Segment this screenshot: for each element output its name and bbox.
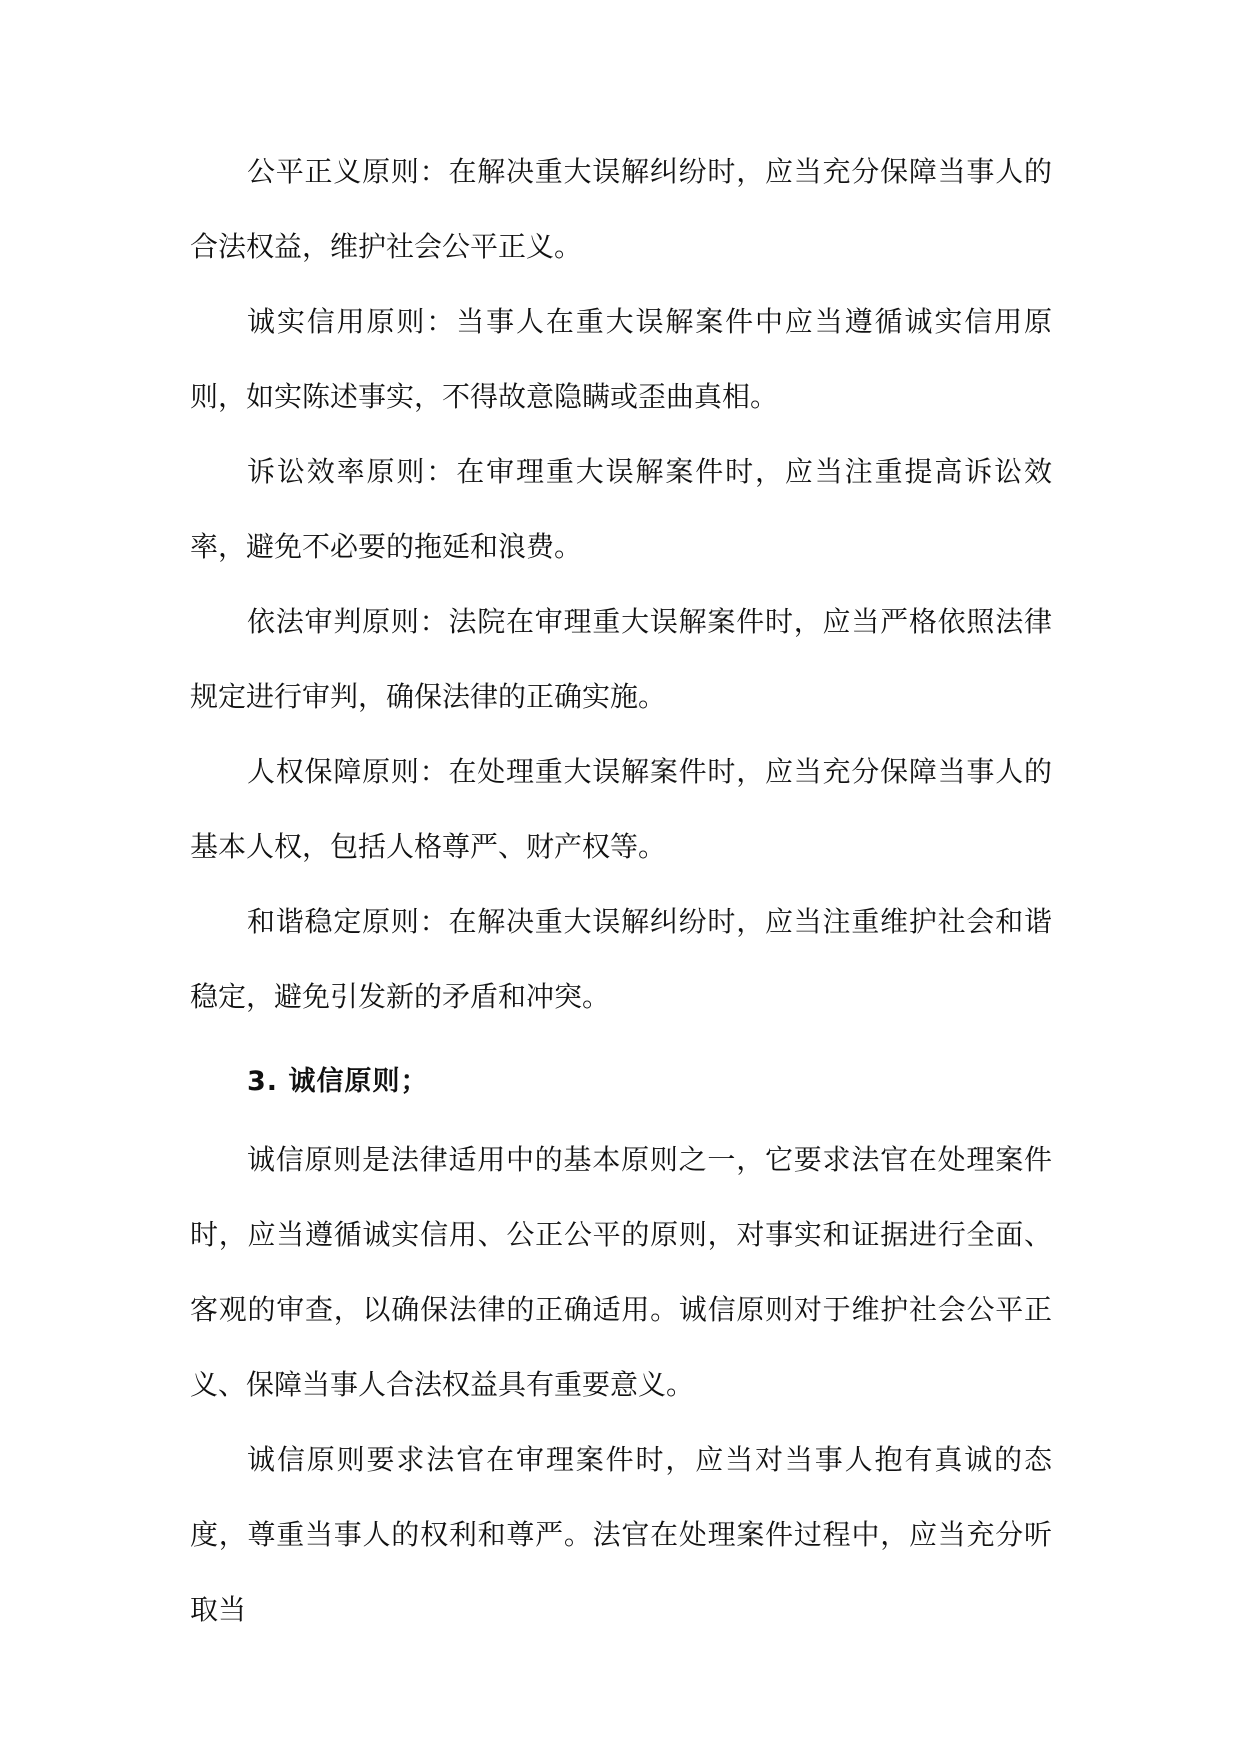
paragraph-good-faith-intro: 诚信原则是法律适用中的基本原则之一，它要求法官在处理案件时，应当遵循诚实信用、公正公平的原则，对事实和证据进行全面、客观的审查，以确保法律的正确适用。诚信原则对于维护社会公平正义、保障当事人合法权益具有重要意义。 <box>190 1143 1052 1401</box>
paragraph-lawful-trial: 依法审判原则：法院在审理重大误解案件时，应当严格依照法律规定进行审判，确保法律的正确实施。 <box>190 605 1052 713</box>
paragraph-good-faith-credit: 诚实信用原则：当事人在重大误解案件中应当遵循诚实信用原则，如实陈述事实，不得故意隐瞒或歪曲真相。 <box>190 305 1052 413</box>
section-heading: 3. 诚信原则； <box>247 1066 429 1097</box>
paragraph-fairness-justice: 公平正义原则：在解决重大误解纠纷时，应当充分保障当事人的合法权益，维护社会公平正义。 <box>190 155 1052 263</box>
paragraph-harmony-stability: 和谐稳定原则：在解决重大误解纠纷时，应当注重维护社会和谐稳定，避免引发新的矛盾和冲突。 <box>190 905 1052 1013</box>
paragraph-human-rights: 人权保障原则：在处理重大误解案件时，应当充分保障当事人的基本人权，包括人格尊严、财产权等。 <box>190 755 1052 863</box>
paragraph-litigation-efficiency: 诉讼效率原则：在审理重大误解案件时，应当注重提高诉讼效率，避免不必要的拖延和浪费。 <box>190 455 1052 563</box>
paragraph-good-faith-requirements: 诚信原则要求法官在审理案件时，应当对当事人抱有真诚的态度，尊重当事人的权利和尊严。法官在处理案件过程中，应当充分听取当 <box>190 1443 1052 1626</box>
